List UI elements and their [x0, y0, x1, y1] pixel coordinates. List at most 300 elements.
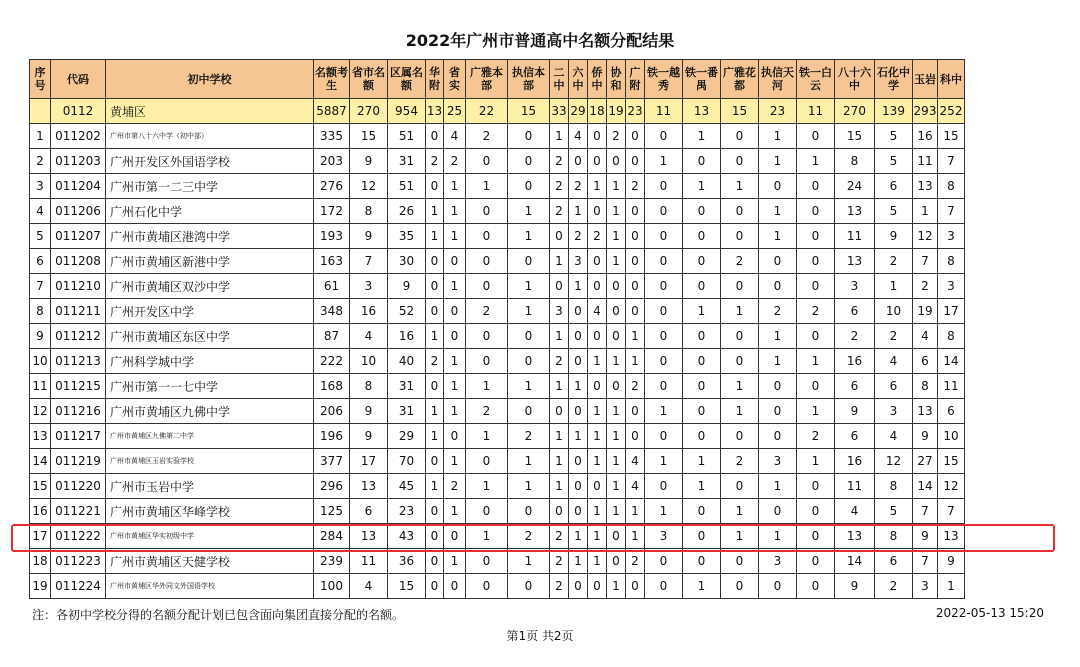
table-cell: 0 [797, 374, 835, 399]
table-cell: 011215 [51, 374, 106, 399]
table-cell: 0 [426, 449, 444, 474]
table-cell: 9 [30, 324, 51, 349]
table-cell: 17 [350, 449, 388, 474]
table-cell: 16 [835, 349, 875, 374]
table-cell: 1 [721, 399, 759, 424]
table-cell: 0 [426, 524, 444, 549]
table-cell: 4 [913, 324, 938, 349]
school-name-cell: 广州市黄埔区九佛第二中学 [106, 424, 314, 449]
table-cell: 1 [444, 374, 466, 399]
table-cell: 16 [913, 124, 938, 149]
table-cell: 0 [569, 399, 588, 424]
table-cell: 3 [550, 299, 569, 324]
table-cell: 0 [626, 224, 645, 249]
table-cell: 1 [797, 349, 835, 374]
school-name-cell: 广州科学城中学 [106, 349, 314, 374]
table-cell: 0 [426, 249, 444, 274]
table-cell: 0 [797, 174, 835, 199]
table-cell: 11 [30, 374, 51, 399]
table-cell: 1 [444, 224, 466, 249]
table-cell: 2 [569, 224, 588, 249]
table-cell: 1 [444, 349, 466, 374]
table-cell: 011220 [51, 474, 106, 499]
table-cell: 8 [913, 374, 938, 399]
table-cell: 1 [508, 474, 550, 499]
table-cell: 2 [875, 324, 913, 349]
table-cell: 11 [797, 99, 835, 124]
school-name-cell: 广州市黄埔区华峰学校 [106, 499, 314, 524]
table-cell: 0 [426, 499, 444, 524]
table-row [30, 149, 965, 174]
table-cell: 15 [721, 99, 759, 124]
table-cell: 011222 [51, 524, 106, 549]
table-cell: 0112 [51, 99, 106, 124]
table-cell: 1 [550, 449, 569, 474]
table-cell: 0 [721, 324, 759, 349]
table-cell: 36 [388, 549, 426, 574]
table-cell: 0 [569, 574, 588, 599]
table-cell: 12 [938, 474, 965, 499]
table-cell: 1 [607, 249, 626, 274]
table-cell: 0 [569, 349, 588, 374]
table-cell: 335 [314, 124, 350, 149]
table-cell: 1 [444, 449, 466, 474]
column-header: 八十六中 [835, 60, 875, 99]
table-cell: 3 [875, 399, 913, 424]
table-cell: 1 [721, 299, 759, 324]
table-cell: 4 [626, 474, 645, 499]
table-cell: 0 [508, 399, 550, 424]
table-cell: 10 [938, 424, 965, 449]
table-cell: 276 [314, 174, 350, 199]
table-cell: 2 [466, 399, 508, 424]
table-row [30, 199, 965, 224]
table-cell: 7 [913, 549, 938, 574]
table-cell: 2 [759, 299, 797, 324]
table-cell: 13 [835, 249, 875, 274]
column-header: 代码 [51, 60, 106, 99]
column-header: 侨中 [588, 60, 607, 99]
table-cell: 1 [426, 424, 444, 449]
table-cell: 1 [569, 549, 588, 574]
table-cell: 2 [913, 274, 938, 299]
table-cell: 8 [30, 299, 51, 324]
table-cell: 15 [388, 574, 426, 599]
table-cell: 0 [797, 549, 835, 574]
table-row [30, 224, 965, 249]
table-cell: 10 [875, 299, 913, 324]
table-cell: 5887 [314, 99, 350, 124]
table-cell: 0 [508, 249, 550, 274]
table-cell: 0 [683, 274, 721, 299]
table-cell: 1 [569, 424, 588, 449]
table-cell: 5 [875, 199, 913, 224]
table-cell: 3 [759, 549, 797, 574]
table-cell: 22 [466, 99, 508, 124]
table-cell: 15 [938, 124, 965, 149]
table-cell: 1 [759, 149, 797, 174]
table-cell: 011203 [51, 149, 106, 174]
table-cell: 1 [466, 474, 508, 499]
table-cell: 4 [626, 449, 645, 474]
table-cell: 7 [913, 499, 938, 524]
table-cell: 0 [588, 374, 607, 399]
table-cell: 2 [444, 474, 466, 499]
table-cell: 70 [388, 449, 426, 474]
table-cell: 1 [683, 174, 721, 199]
table-cell: 12 [913, 224, 938, 249]
table-cell: 1 [426, 474, 444, 499]
table-cell: 1 [607, 199, 626, 224]
table-cell: 1 [588, 424, 607, 449]
table-cell: 13 [913, 174, 938, 199]
table-cell: 1 [875, 274, 913, 299]
table-cell: 9 [835, 574, 875, 599]
table-cell: 1 [645, 149, 683, 174]
table-cell: 3 [350, 274, 388, 299]
school-name-cell: 广州市黄埔区九佛中学 [106, 399, 314, 424]
column-header: 协和 [607, 60, 626, 99]
table-cell: 0 [607, 324, 626, 349]
table-cell: 0 [797, 499, 835, 524]
column-header: 初中学校 [106, 60, 314, 99]
table-cell: 0 [466, 224, 508, 249]
table-cell: 2 [626, 549, 645, 574]
table-cell: 0 [721, 149, 759, 174]
table-cell: 0 [645, 199, 683, 224]
table-cell: 1 [508, 549, 550, 574]
table-cell: 1 [607, 349, 626, 374]
table-cell: 2 [626, 374, 645, 399]
table-cell: 011211 [51, 299, 106, 324]
table-cell: 011206 [51, 199, 106, 224]
table-cell: 15 [835, 124, 875, 149]
table-cell: 12 [875, 449, 913, 474]
table-cell: 0 [645, 124, 683, 149]
table-cell: 2 [835, 324, 875, 349]
table-cell: 0 [797, 474, 835, 499]
table-cell: 13 [938, 524, 965, 549]
table-cell: 1 [508, 449, 550, 474]
page-title: 2022年广州市普通高中名额分配结果 [405, 31, 675, 50]
table-cell: 0 [444, 424, 466, 449]
table-cell: 1 [508, 374, 550, 399]
table-cell: 1 [721, 499, 759, 524]
table-cell: 13 [350, 474, 388, 499]
table-cell: 2 [30, 149, 51, 174]
table-cell: 1 [759, 524, 797, 549]
table-cell: 1 [30, 124, 51, 149]
table-cell: 13 [913, 399, 938, 424]
table-cell: 0 [759, 374, 797, 399]
table-cell: 6 [835, 299, 875, 324]
table-cell: 43 [388, 524, 426, 549]
table-cell: 5 [875, 124, 913, 149]
table-cell: 1 [444, 549, 466, 574]
table-cell: 3 [759, 449, 797, 474]
table-cell: 1 [607, 499, 626, 524]
table-cell: 0 [759, 424, 797, 449]
table-header [30, 60, 965, 99]
table-cell: 13 [350, 524, 388, 549]
table-cell: 0 [588, 249, 607, 274]
table-cell: 1 [466, 524, 508, 549]
table-cell: 10 [30, 349, 51, 374]
table-cell: 0 [759, 174, 797, 199]
table-cell: 1 [683, 449, 721, 474]
table-cell: 1 [759, 324, 797, 349]
table-cell: 3 [835, 274, 875, 299]
allocation-table [29, 59, 965, 599]
table-cell: 6 [913, 349, 938, 374]
highlight-box [11, 524, 1055, 552]
table-cell: 25 [444, 99, 466, 124]
table-cell: 6 [835, 374, 875, 399]
table-cell: 1 [626, 499, 645, 524]
table-cell: 35 [388, 224, 426, 249]
table-cell: 2 [721, 249, 759, 274]
table-cell: 45 [388, 474, 426, 499]
table-cell: 30 [388, 249, 426, 274]
table-cell: 1 [550, 324, 569, 349]
table-row [30, 549, 965, 574]
table-cell: 9 [350, 424, 388, 449]
school-name-cell: 广州市黄埔区港湾中学 [106, 224, 314, 249]
school-name-cell: 广州市黄埔区东区中学 [106, 324, 314, 349]
table-cell: 1 [444, 274, 466, 299]
table-cell: 1 [444, 399, 466, 424]
table-cell: 3 [938, 224, 965, 249]
table-row [30, 499, 965, 524]
table-cell: 0 [607, 524, 626, 549]
table-cell: 2 [550, 349, 569, 374]
school-name-cell: 广州市第一一七中学 [106, 374, 314, 399]
table-cell: 0 [466, 199, 508, 224]
table-cell: 13 [426, 99, 444, 124]
table-cell [30, 99, 51, 124]
table-cell: 8 [875, 524, 913, 549]
table-cell: 1 [588, 549, 607, 574]
table-cell: 0 [588, 149, 607, 174]
column-header: 省市名额 [350, 60, 388, 99]
table-cell: 011207 [51, 224, 106, 249]
school-name-cell: 黄埔区 [106, 99, 314, 124]
table-cell: 0 [797, 574, 835, 599]
table-cell: 19 [30, 574, 51, 599]
table-row [30, 174, 965, 199]
table-row [30, 449, 965, 474]
table-cell: 0 [466, 149, 508, 174]
table-cell: 29 [388, 424, 426, 449]
table-cell: 1 [683, 574, 721, 599]
table-cell: 17 [30, 524, 51, 549]
table-cell: 2 [607, 124, 626, 149]
table-cell: 3 [30, 174, 51, 199]
table-cell: 9 [835, 399, 875, 424]
table-cell: 8 [350, 374, 388, 399]
table-cell: 0 [444, 324, 466, 349]
table-cell: 9 [388, 274, 426, 299]
table-cell: 87 [314, 324, 350, 349]
table-cell: 0 [683, 499, 721, 524]
table-cell: 100 [314, 574, 350, 599]
table-cell: 0 [721, 474, 759, 499]
table-cell: 0 [569, 474, 588, 499]
table-cell: 1 [508, 299, 550, 324]
column-header: 执信天河 [759, 60, 797, 99]
table-cell: 0 [466, 324, 508, 349]
table-cell: 193 [314, 224, 350, 249]
table-cell: 8 [350, 199, 388, 224]
table-cell: 10 [350, 349, 388, 374]
table-cell: 1 [683, 299, 721, 324]
table-cell: 0 [426, 549, 444, 574]
table-cell: 7 [350, 249, 388, 274]
table-cell: 9 [350, 399, 388, 424]
table-cell: 0 [797, 274, 835, 299]
table-cell: 13 [683, 99, 721, 124]
table-cell: 1 [550, 249, 569, 274]
table-row [30, 399, 965, 424]
table-cell: 15 [30, 474, 51, 499]
table-cell: 0 [466, 549, 508, 574]
table-cell: 1 [759, 199, 797, 224]
table-cell: 0 [426, 374, 444, 399]
table-cell: 23 [626, 99, 645, 124]
table-cell: 0 [721, 224, 759, 249]
table-cell: 1 [550, 124, 569, 149]
table-cell: 1 [444, 499, 466, 524]
table-cell: 9 [350, 149, 388, 174]
table-cell: 0 [683, 199, 721, 224]
table-cell: 1 [683, 124, 721, 149]
table-cell: 4 [875, 424, 913, 449]
table-cell: 0 [759, 399, 797, 424]
table-cell: 14 [835, 549, 875, 574]
table-cell: 1 [550, 424, 569, 449]
column-header: 执信本部 [508, 60, 550, 99]
table-cell: 2 [550, 549, 569, 574]
table-cell: 0 [721, 574, 759, 599]
table-cell: 6 [350, 499, 388, 524]
table-cell: 27 [913, 449, 938, 474]
table-cell: 0 [645, 474, 683, 499]
table-cell: 23 [388, 499, 426, 524]
table-cell: 23 [759, 99, 797, 124]
table-cell: 1 [626, 349, 645, 374]
table-cell: 12 [350, 174, 388, 199]
table-cell: 1 [588, 449, 607, 474]
table-cell: 0 [645, 224, 683, 249]
table-cell: 377 [314, 449, 350, 474]
table-cell: 0 [683, 524, 721, 549]
table-cell: 1 [683, 474, 721, 499]
table-cell: 7 [938, 199, 965, 224]
table-cell: 0 [645, 424, 683, 449]
table-cell: 0 [426, 274, 444, 299]
table-cell: 0 [645, 299, 683, 324]
table-cell: 1 [466, 374, 508, 399]
table-cell: 3 [569, 249, 588, 274]
table-cell: 139 [875, 99, 913, 124]
school-name-cell: 广州市黄埔区双沙中学 [106, 274, 314, 299]
column-header: 铁一番禺 [683, 60, 721, 99]
table-cell: 33 [550, 99, 569, 124]
school-name-cell: 广州市第八十六中学（初中部） [106, 124, 314, 149]
table-cell: 206 [314, 399, 350, 424]
table-cell: 0 [797, 224, 835, 249]
table-cell: 163 [314, 249, 350, 274]
table-cell: 1 [444, 174, 466, 199]
table-cell: 0 [645, 349, 683, 374]
table-cell: 348 [314, 299, 350, 324]
table-cell: 0 [607, 274, 626, 299]
table-cell: 0 [508, 149, 550, 174]
table-cell: 2 [444, 149, 466, 174]
table-cell: 15 [508, 99, 550, 124]
table-cell: 2 [626, 174, 645, 199]
table-cell: 0 [607, 374, 626, 399]
table-cell: 0 [645, 324, 683, 349]
table-cell: 2 [550, 524, 569, 549]
table-cell: 16 [388, 324, 426, 349]
column-header: 科中 [938, 60, 965, 99]
table-cell: 0 [645, 274, 683, 299]
table-cell: 011210 [51, 274, 106, 299]
table-cell: 203 [314, 149, 350, 174]
table-cell: 0 [683, 424, 721, 449]
table-cell: 0 [626, 199, 645, 224]
table-cell: 1 [607, 224, 626, 249]
column-header: 华附 [426, 60, 444, 99]
table-cell: 0 [550, 274, 569, 299]
table-cell: 1 [588, 524, 607, 549]
table-cell: 1 [508, 199, 550, 224]
table-cell: 0 [466, 574, 508, 599]
table-cell: 1 [721, 174, 759, 199]
table-cell: 2 [466, 124, 508, 149]
table-cell: 2 [426, 349, 444, 374]
table-cell: 11 [913, 149, 938, 174]
table-cell: 3 [913, 574, 938, 599]
table-cell: 284 [314, 524, 350, 549]
school-name-cell: 广州市黄埔区华实初级中学 [106, 524, 314, 549]
table-cell: 0 [645, 249, 683, 274]
table-cell: 0 [588, 274, 607, 299]
table-cell: 1 [721, 374, 759, 399]
table-cell: 1 [508, 224, 550, 249]
table-cell: 16 [835, 449, 875, 474]
table-row [30, 474, 965, 499]
table-cell: 1 [569, 374, 588, 399]
table-cell: 1 [569, 199, 588, 224]
table-cell: 0 [759, 574, 797, 599]
table-cell: 168 [314, 374, 350, 399]
table-cell: 2 [569, 174, 588, 199]
table-cell: 8 [938, 249, 965, 274]
table-cell: 6 [875, 549, 913, 574]
table-cell: 0 [426, 299, 444, 324]
table-cell: 6 [30, 249, 51, 274]
table-cell: 0 [683, 399, 721, 424]
table-cell: 4 [350, 574, 388, 599]
table-cell: 0 [444, 524, 466, 549]
table-cell: 0 [508, 574, 550, 599]
table-cell: 0 [444, 574, 466, 599]
table-cell: 2 [588, 224, 607, 249]
table-cell: 14 [913, 474, 938, 499]
column-header: 省实 [444, 60, 466, 99]
